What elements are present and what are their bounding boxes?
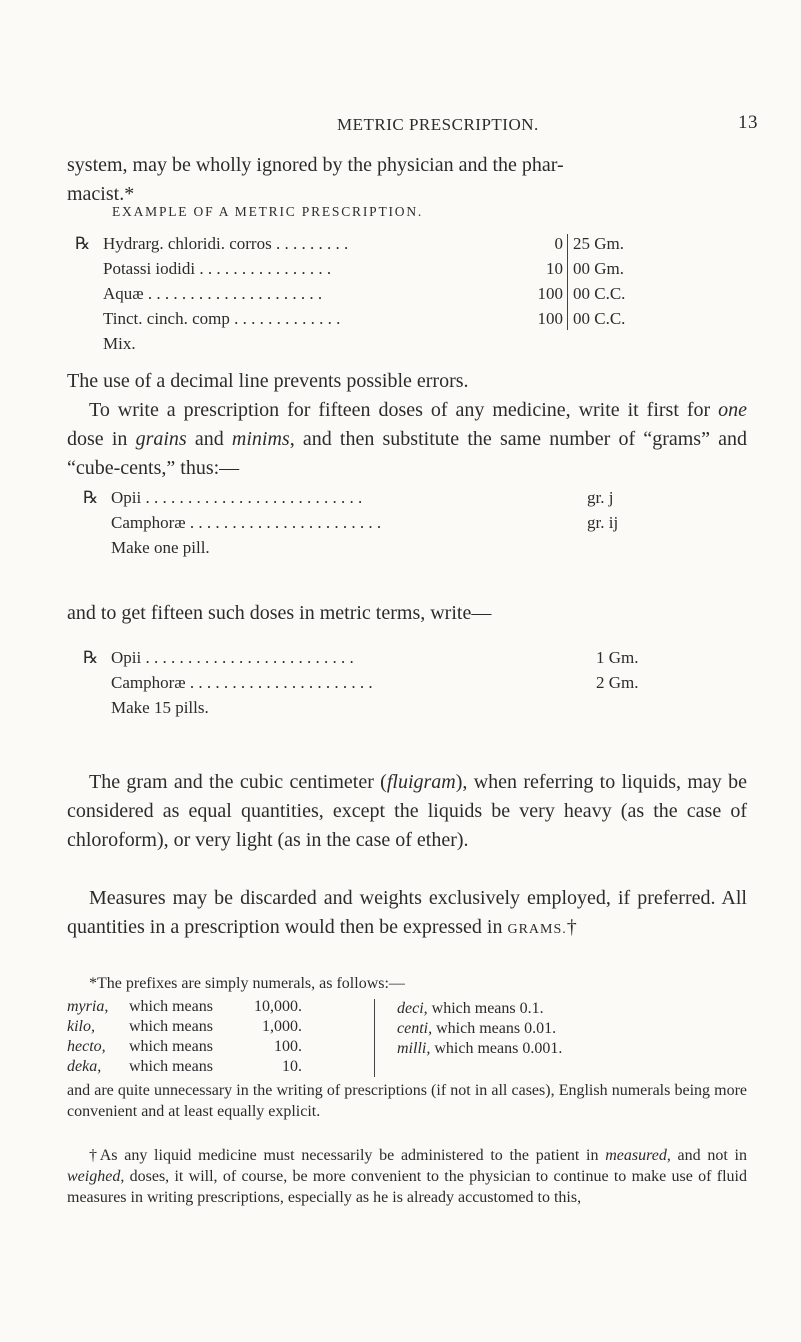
paragraph-fifteen-doses — [67, 396, 747, 483]
ingredient-name: Camphoræ — [111, 513, 186, 532]
prefix-name: milli, — [397, 1040, 431, 1057]
prefix-description: which means — [129, 1038, 213, 1055]
amount-whole: 0 — [554, 234, 563, 253]
ingredient-name: Hydrarg. chloridi. corros — [103, 234, 272, 253]
table-divider — [374, 999, 375, 1077]
prefix-name: kilo, — [67, 1018, 95, 1035]
running-title: METRIC PRESCRIPTION. — [337, 115, 539, 134]
paragraph-decimal-line: The use of a decimal line prevents possible errors. — [67, 370, 469, 392]
page-number: 13 — [738, 112, 758, 133]
prefix-value: 1,000. — [262, 1018, 302, 1035]
prefix-name: deci, — [397, 1000, 428, 1017]
paragraph-gram-cubic-centimeter — [67, 768, 747, 855]
prefix-description: which means 0.001. — [434, 1040, 563, 1057]
decimal-line — [567, 234, 568, 330]
amount-decimal: 00 Gm. — [573, 259, 624, 278]
prefix-description: which means 0.1. — [431, 1000, 544, 1017]
example-heading: EXAMPLE OF A METRIC PRESCRIPTION. — [112, 204, 424, 219]
prescription-row: Camphoræ . . . . . . . . . . . . . . . . . . . . . . — [111, 673, 373, 692]
prescription-row: Opii . . . . . . . . . . . . . . . . . . . . . . . . . . — [111, 488, 363, 507]
text-run: , and not in — [666, 1147, 747, 1164]
amount-whole: 100 — [537, 284, 563, 303]
ingredient-amount: gr. j — [587, 488, 614, 507]
prefix-description: which means — [129, 998, 213, 1015]
prefix-description: which means — [129, 1058, 213, 1075]
ingredient-amount: 1 Gm. — [596, 648, 639, 667]
emphasis-fluigram: fluigram — [386, 771, 456, 793]
text-run: and — [186, 428, 232, 450]
prefix-table — [67, 997, 747, 1081]
prefix-value: 10,000. — [254, 998, 302, 1015]
text-run: Measures may be discarded and weights exclusively employed, if preferred. All quantities in a prescription would then be expressed in — [67, 887, 747, 938]
intro-line-1: system, may be wholly ignored by the physician and the phar- — [67, 154, 564, 176]
prefix-description: which means 0.01. — [436, 1020, 557, 1037]
emphasis-weighed: weighed — [67, 1168, 121, 1185]
prefix-value: 10. — [282, 1058, 302, 1075]
prefix-name: myria, — [67, 998, 109, 1015]
emphasis-grains: grains — [135, 428, 187, 450]
ingredient-amount: 2 Gm. — [596, 673, 639, 692]
text-run: †As any liquid medicine must necessarily be administered to the patient in — [89, 1147, 606, 1164]
rx-symbol: ℞ — [75, 234, 91, 253]
ingredient-amount: gr. ij — [587, 513, 619, 532]
prescription-instruction: Mix. — [103, 334, 136, 353]
intro-paragraph — [67, 151, 747, 209]
prescription-metric — [83, 645, 671, 725]
prefix-name: hecto, — [67, 1038, 106, 1055]
rx-symbol: ℞ — [83, 488, 99, 507]
text-run: ), when referring to liquids, may be considered as equal quantities, except the liquids be very heavy (as the case of chloroform), or very light (as in the case of ether). — [67, 771, 747, 851]
amount-whole: 10 — [546, 259, 563, 278]
amount-decimal: 00 C.C. — [573, 284, 626, 303]
emphasis-one: one — [718, 399, 747, 421]
ingredient-name: Camphoræ — [111, 673, 186, 692]
ingredient-name: Tinct. cinch. comp — [103, 309, 230, 328]
text-run: To write a prescription for fifteen doses of any medicine, write it first for — [89, 399, 719, 421]
prefix-name: deka, — [67, 1058, 102, 1075]
prescription-metric-example: ℞ Hydrarg. chloridi. corros . . . . . . . . . Potassi iodidi . . . . . . . . . . . . . . . . Aquæ . . . . . . . . . . . . . . . . . . . . . Tinct. cinch. comp . . . . . . . . . . . . . Mix. 0 10 100 100 25 Gm. 00 Gm. 00 C.C. 00 C.C. — [103, 231, 703, 361]
prefix-description: which means — [129, 1018, 213, 1035]
footnote-prefixes-outro: and are quite unnecessary in the writing of prescriptions (if not in all cases), English numerals being more convenient and at least equally explicit. — [67, 1082, 747, 1120]
prescription-grains — [83, 485, 671, 565]
ingredient-name: Aquæ — [103, 284, 144, 303]
footnote-liquid-medicine — [67, 1145, 747, 1208]
amount-decimal: 00 C.C. — [573, 309, 626, 328]
emphasis-measured: measured — [605, 1147, 667, 1164]
text-run: , and then substitute the same number of “grams” and “cube-cents,” thus:— — [67, 428, 747, 479]
prescription-instruction: Make one pill. — [111, 538, 210, 557]
rx-symbol: ℞ — [83, 648, 99, 667]
dagger-mark: † — [566, 916, 577, 938]
prescription-row: Opii . . . . . . . . . . . . . . . . . . . . . . . . . — [111, 648, 354, 667]
footnote-prefixes-intro: *The prefixes are simply numerals, as follows:— — [89, 975, 405, 992]
prefix-name: centi, — [397, 1020, 433, 1037]
prescription-instruction: Make 15 pills. — [111, 698, 209, 717]
emphasis-minims: minims — [231, 428, 290, 450]
intro-line-2: macist.* — [67, 183, 135, 205]
ingredient-name: Opii — [111, 488, 142, 507]
text-run: , doses, it will, of course, be more convenient to the physician to continue to make use of fluid measures in writing prescriptions, especially as he is already accustomed to this, — [67, 1168, 747, 1206]
paragraph-measures-discarded — [67, 884, 747, 944]
amount-decimal: 25 Gm. — [573, 234, 624, 253]
prescription-row: Camphoræ . . . . . . . . . . . . . . . . . . . . . . . — [111, 513, 382, 532]
ingredient-name: Opii — [111, 648, 142, 667]
amount-whole: 100 — [537, 309, 563, 328]
paragraph-metric-terms: and to get fifteen such doses in metric terms, write— — [67, 602, 492, 624]
text-run: dose in — [67, 428, 136, 450]
text-run: The gram and the cubic centimeter ( — [89, 771, 387, 793]
ingredient-name: Potassi iodidi — [103, 259, 196, 278]
grams-small-caps: GRAMS. — [507, 922, 567, 937]
prefix-value: 100. — [274, 1038, 302, 1055]
